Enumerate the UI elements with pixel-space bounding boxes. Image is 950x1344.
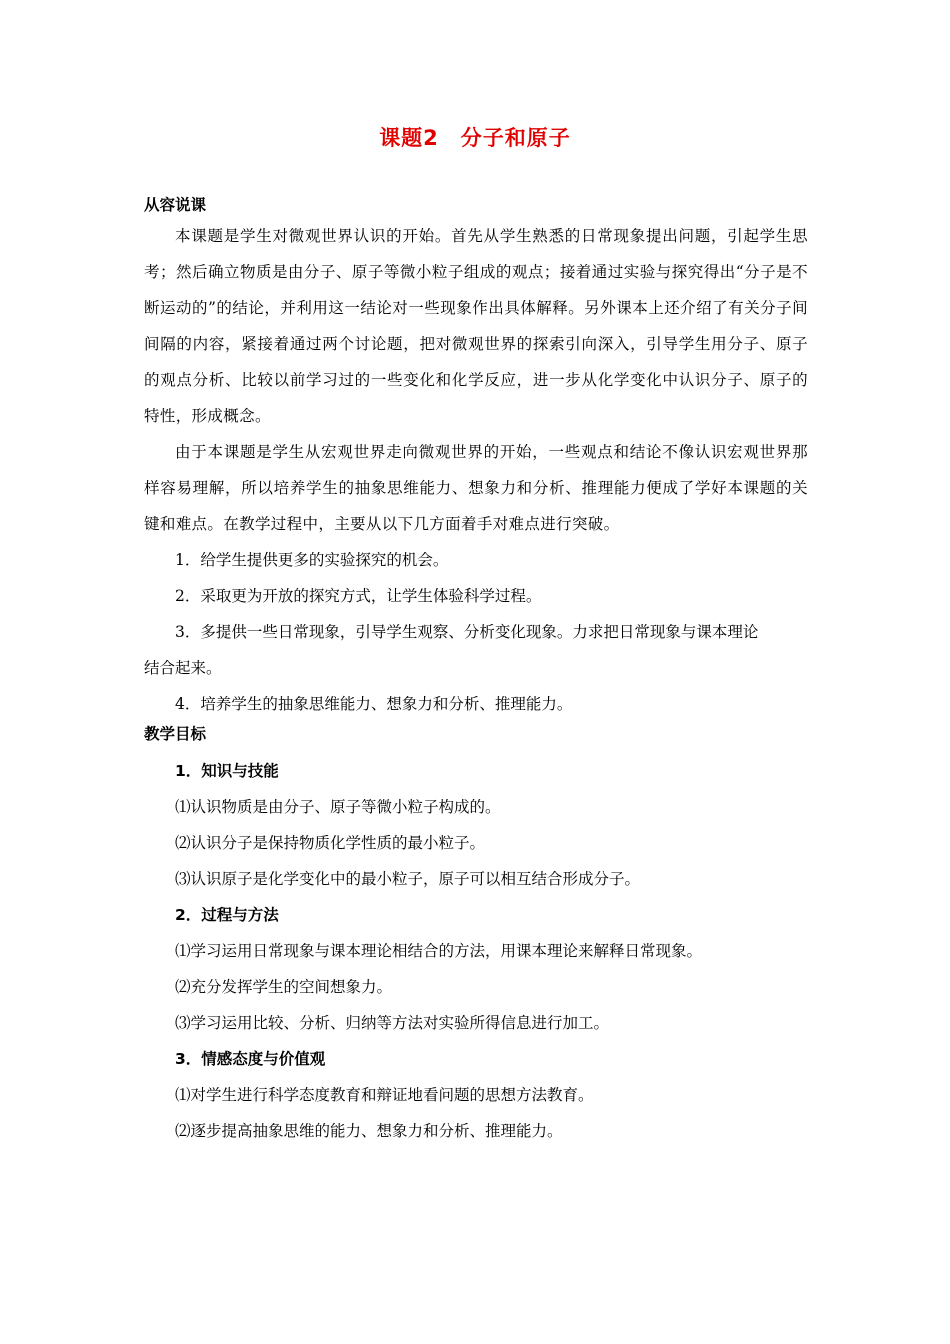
- paragraph-intro: 本课题是学生对微观世界认识的开始。首先从学生熟悉的日常现象提出问题，引起学生思考；然后确立物质是由分子、原子等微小粒子组成的观点；接着通过实验与探究得出“分子是不断运动的”的结论，并利用这一结论对一些现象作出具体解释。另外课本上还介绍了有关分子间间隔的内容，紧接着通过两个讨论题，把对微观世界的探索引向深入，引导学生用分子、原子的观点分析、比较以前学习过的一些变化和化学反应，进一步从化学变化中认识分子、原子的特性，形成概念。: [144, 227, 808, 425]
- section-heading-lesson-talk: 从容说课: [144, 196, 207, 214]
- document-body: [144, 193, 808, 1149]
- goal-item: ⑵认识分子是保持物质化学性质的最小粒子。: [175, 834, 486, 852]
- goal-item: ⑴学习运用日常现象与课本理论相结合的方法，用课本理论来解释日常现象。: [175, 942, 703, 960]
- list-item: 2．采取更为开放的探究方式，让学生体验科学过程。: [175, 587, 542, 605]
- goal-group-title: 3．情感态度与价值观: [175, 1050, 326, 1068]
- goal-item: ⑵充分发挥学生的空间想象力。: [175, 978, 393, 996]
- section-heading-teaching-goals: 教学目标: [144, 725, 207, 743]
- list-item: 4．培养学生的抽象思维能力、想象力和分析、推理能力。: [175, 695, 573, 713]
- paragraph-difficulty: 由于本课题是学生从宏观世界走向微观世界的开始，一些观点和结论不像认识宏观世界那样容易理解，所以培养学生的抽象思维能力、想象力和分析、推理能力便成了学好本课题的关键和难点。在教学过程中，主要从以下几方面着手对难点进行突破。: [144, 443, 808, 533]
- goal-item: ⑶学习运用比较、分析、归纳等方法对实验所得信息进行加工。: [175, 1014, 610, 1032]
- document-title: 课题2 分子和原子: [379, 126, 571, 150]
- goal-item: ⑴认识物质是由分子、原子等微小粒子构成的。: [175, 798, 501, 816]
- goal-item: ⑶认识原子是化学变化中的最小粒子，原子可以相互结合形成分子。: [175, 870, 641, 888]
- list-item: 3．多提供一些日常现象，引导学生观察、分析变化现象。力求把日常现象与课本理论: [175, 623, 759, 641]
- list-item-continuation: 结合起来。: [144, 659, 222, 677]
- goal-group-title: 2．过程与方法: [175, 906, 279, 924]
- goal-item: ⑵逐步提高抽象思维的能力、想象力和分析、推理能力。: [175, 1122, 563, 1140]
- goal-group-title: 1．知识与技能: [175, 762, 279, 780]
- list-item: 1．给学生提供更多的实验探究的机会。: [175, 551, 449, 569]
- goal-item: ⑴对学生进行科学态度教育和辩证地看问题的思想方法教育。: [175, 1086, 594, 1104]
